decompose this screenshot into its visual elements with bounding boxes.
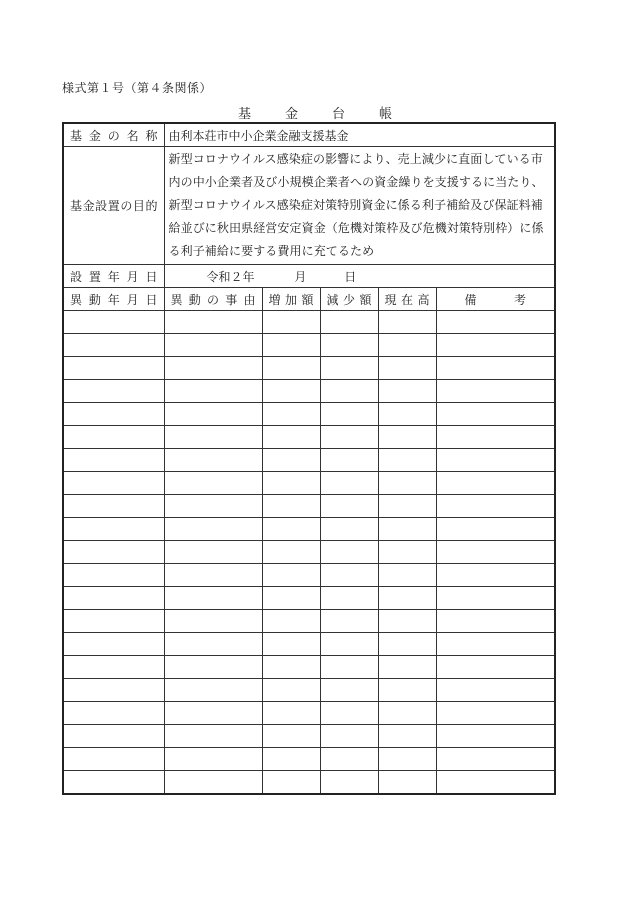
table-row xyxy=(63,656,555,679)
table-row xyxy=(63,633,555,656)
table-cell[interactable] xyxy=(164,541,262,564)
table-cell[interactable] xyxy=(63,656,164,679)
col-header-remarks: 備考 xyxy=(436,288,555,311)
fund-name-row xyxy=(63,123,555,147)
table-cell[interactable] xyxy=(320,725,378,748)
table-cell[interactable] xyxy=(436,403,555,426)
col-header-decrease: 減少額 xyxy=(320,288,378,311)
table-cell[interactable] xyxy=(164,587,262,610)
table-row xyxy=(63,449,555,472)
table-cell[interactable] xyxy=(262,518,320,541)
establishment-day: 日 xyxy=(344,269,357,284)
table-cell[interactable] xyxy=(164,564,262,587)
establishment-month: 月 xyxy=(294,269,307,284)
table-row xyxy=(63,357,555,380)
table-cell[interactable] xyxy=(262,610,320,633)
table-cell[interactable] xyxy=(378,656,436,679)
table-cell[interactable] xyxy=(262,748,320,771)
table-cell[interactable] xyxy=(63,725,164,748)
table-cell[interactable] xyxy=(320,426,378,449)
table-row xyxy=(63,587,555,610)
table-cell[interactable] xyxy=(378,633,436,656)
table-cell[interactable] xyxy=(262,702,320,725)
table-cell[interactable] xyxy=(436,656,555,679)
table-cell[interactable] xyxy=(378,357,436,380)
table-cell[interactable] xyxy=(378,748,436,771)
table-cell[interactable] xyxy=(262,725,320,748)
table-cell[interactable] xyxy=(262,380,320,403)
table-cell[interactable] xyxy=(63,679,164,702)
table-cell[interactable] xyxy=(63,334,164,357)
table-cell[interactable] xyxy=(164,656,262,679)
table-cell[interactable] xyxy=(262,495,320,518)
table-cell[interactable] xyxy=(63,472,164,495)
table-row xyxy=(63,541,555,564)
table-row xyxy=(63,748,555,771)
purpose-line: 給並びに秋田県経営安定資金（危機対策枠及び危機対策特別枠）に係 xyxy=(168,221,544,235)
table-cell[interactable] xyxy=(436,334,555,357)
table-cell[interactable] xyxy=(63,449,164,472)
establishment-era-year: 令和２年 xyxy=(206,269,255,284)
table-cell[interactable] xyxy=(436,449,555,472)
table-cell[interactable] xyxy=(378,541,436,564)
purpose-line: 新型コロナウイルス感染症の影響により、売上減少に直面している市 xyxy=(168,152,543,166)
table-cell[interactable] xyxy=(378,380,436,403)
table-cell[interactable] xyxy=(262,679,320,702)
table-cell[interactable] xyxy=(262,334,320,357)
table-cell[interactable] xyxy=(63,357,164,380)
table-cell[interactable] xyxy=(320,334,378,357)
purpose-line: 新型コロナウイルス感染症対策特別資金に係る利子補給及び保証料補 xyxy=(168,198,543,212)
table-cell[interactable] xyxy=(63,587,164,610)
page-title: 基金台帳 xyxy=(237,107,426,122)
table-cell[interactable] xyxy=(262,472,320,495)
table-cell[interactable] xyxy=(436,702,555,725)
table-cell[interactable] xyxy=(378,311,436,334)
table-cell[interactable] xyxy=(378,518,436,541)
table-cell[interactable] xyxy=(164,679,262,702)
table-row xyxy=(63,518,555,541)
table-cell[interactable] xyxy=(63,633,164,656)
table-cell[interactable] xyxy=(262,426,320,449)
table-cell[interactable] xyxy=(164,633,262,656)
table-row xyxy=(63,679,555,702)
table-cell[interactable] xyxy=(320,610,378,633)
table-cell[interactable] xyxy=(436,587,555,610)
table-cell[interactable] xyxy=(63,748,164,771)
table-cell[interactable] xyxy=(436,679,555,702)
purpose-line: る利子補給に要する費用に充てるため xyxy=(168,244,375,258)
table-cell[interactable] xyxy=(436,541,555,564)
establishment-date-value xyxy=(164,265,555,288)
col-header-balance: 現在高 xyxy=(378,288,436,311)
table-cell[interactable] xyxy=(320,702,378,725)
form-number: 様式第１号（第４条関係） xyxy=(62,81,213,95)
table-cell[interactable] xyxy=(262,633,320,656)
table-cell[interactable] xyxy=(378,472,436,495)
table-row xyxy=(63,334,555,357)
table-cell[interactable] xyxy=(320,771,378,795)
table-cell[interactable] xyxy=(262,357,320,380)
table-cell[interactable] xyxy=(320,748,378,771)
table-cell[interactable] xyxy=(164,702,262,725)
table-cell[interactable] xyxy=(436,495,555,518)
table-cell[interactable] xyxy=(436,472,555,495)
table-cell[interactable] xyxy=(262,564,320,587)
table-cell[interactable] xyxy=(436,564,555,587)
table-cell[interactable] xyxy=(436,357,555,380)
table-row xyxy=(63,311,555,334)
table-cell[interactable] xyxy=(63,380,164,403)
table-cell[interactable] xyxy=(436,610,555,633)
col-header-increase: 増加額 xyxy=(262,288,320,311)
table-cell[interactable] xyxy=(320,380,378,403)
table-cell[interactable] xyxy=(164,495,262,518)
table-cell[interactable] xyxy=(378,771,436,795)
col-header-change-reason: 異動の事由 xyxy=(164,288,262,311)
table-cell[interactable] xyxy=(63,564,164,587)
table-cell[interactable] xyxy=(378,610,436,633)
table-cell[interactable] xyxy=(63,518,164,541)
table-cell[interactable] xyxy=(320,518,378,541)
table-cell[interactable] xyxy=(378,403,436,426)
table-cell[interactable] xyxy=(262,656,320,679)
table-cell[interactable] xyxy=(320,633,378,656)
table-row xyxy=(63,495,555,518)
table-cell[interactable] xyxy=(378,495,436,518)
table-cell[interactable] xyxy=(164,748,262,771)
table-cell[interactable] xyxy=(436,771,555,795)
table-cell[interactable] xyxy=(378,334,436,357)
fund-name-label: 基金の名称 xyxy=(63,123,164,147)
column-header-row xyxy=(63,288,555,311)
table-cell[interactable] xyxy=(164,725,262,748)
table-cell[interactable] xyxy=(436,748,555,771)
table-cell[interactable] xyxy=(63,403,164,426)
table-cell[interactable] xyxy=(262,449,320,472)
table-cell[interactable] xyxy=(378,564,436,587)
table-cell[interactable] xyxy=(164,380,262,403)
table-cell[interactable] xyxy=(262,541,320,564)
table-cell[interactable] xyxy=(320,311,378,334)
table-cell[interactable] xyxy=(378,587,436,610)
table-cell[interactable] xyxy=(164,426,262,449)
table-row xyxy=(63,610,555,633)
table-cell[interactable] xyxy=(320,357,378,380)
table-cell[interactable] xyxy=(320,587,378,610)
fund-ledger-table xyxy=(62,122,556,795)
table-row xyxy=(63,725,555,748)
table-cell[interactable] xyxy=(164,610,262,633)
table-cell[interactable] xyxy=(378,679,436,702)
table-cell[interactable] xyxy=(164,449,262,472)
table-cell[interactable] xyxy=(262,771,320,795)
table-cell[interactable] xyxy=(63,311,164,334)
table-row xyxy=(63,771,555,795)
purpose-text xyxy=(164,147,555,265)
col-header-change-date: 異動年月日 xyxy=(63,288,164,311)
table-cell[interactable] xyxy=(63,610,164,633)
table-cell[interactable] xyxy=(63,541,164,564)
table-cell[interactable] xyxy=(320,679,378,702)
purpose-label: 基金設置の目的 xyxy=(63,147,164,265)
table-cell[interactable] xyxy=(320,403,378,426)
table-cell[interactable] xyxy=(320,541,378,564)
table-cell[interactable] xyxy=(164,334,262,357)
table-row xyxy=(63,380,555,403)
table-cell[interactable] xyxy=(164,403,262,426)
table-row xyxy=(63,564,555,587)
table-cell[interactable] xyxy=(436,633,555,656)
table-cell[interactable] xyxy=(436,311,555,334)
table-cell[interactable] xyxy=(164,518,262,541)
table-cell[interactable] xyxy=(164,472,262,495)
table-cell[interactable] xyxy=(320,656,378,679)
table-cell[interactable] xyxy=(262,311,320,334)
fund-name-value: 由利本荘市中小企業金融支援基金 xyxy=(164,123,555,147)
ledger-entries xyxy=(63,311,555,795)
table-cell[interactable] xyxy=(378,725,436,748)
table-cell[interactable] xyxy=(436,426,555,449)
table-cell[interactable] xyxy=(63,426,164,449)
table-cell[interactable] xyxy=(378,426,436,449)
establishment-date-row xyxy=(63,265,555,288)
table-cell[interactable] xyxy=(164,357,262,380)
table-cell[interactable] xyxy=(436,725,555,748)
table-cell[interactable] xyxy=(63,495,164,518)
table-cell[interactable] xyxy=(436,380,555,403)
table-row xyxy=(63,702,555,725)
table-cell[interactable] xyxy=(436,518,555,541)
table-cell[interactable] xyxy=(262,403,320,426)
table-cell[interactable] xyxy=(63,771,164,795)
table-cell[interactable] xyxy=(320,449,378,472)
table-cell[interactable] xyxy=(378,702,436,725)
table-cell[interactable] xyxy=(63,702,164,725)
purpose-row xyxy=(63,147,555,265)
table-row xyxy=(63,426,555,449)
establishment-date-label: 設置年月日 xyxy=(63,265,164,288)
purpose-line: 内の中小企業者及び小規模企業者への資金繰りを支援するに当たり、 xyxy=(168,175,544,189)
table-cell[interactable] xyxy=(164,771,262,795)
table-cell[interactable] xyxy=(378,449,436,472)
table-cell[interactable] xyxy=(320,564,378,587)
table-cell[interactable] xyxy=(164,311,262,334)
table-cell[interactable] xyxy=(320,472,378,495)
table-cell[interactable] xyxy=(320,495,378,518)
table-row xyxy=(63,403,555,426)
table-cell[interactable] xyxy=(262,587,320,610)
table-row xyxy=(63,472,555,495)
